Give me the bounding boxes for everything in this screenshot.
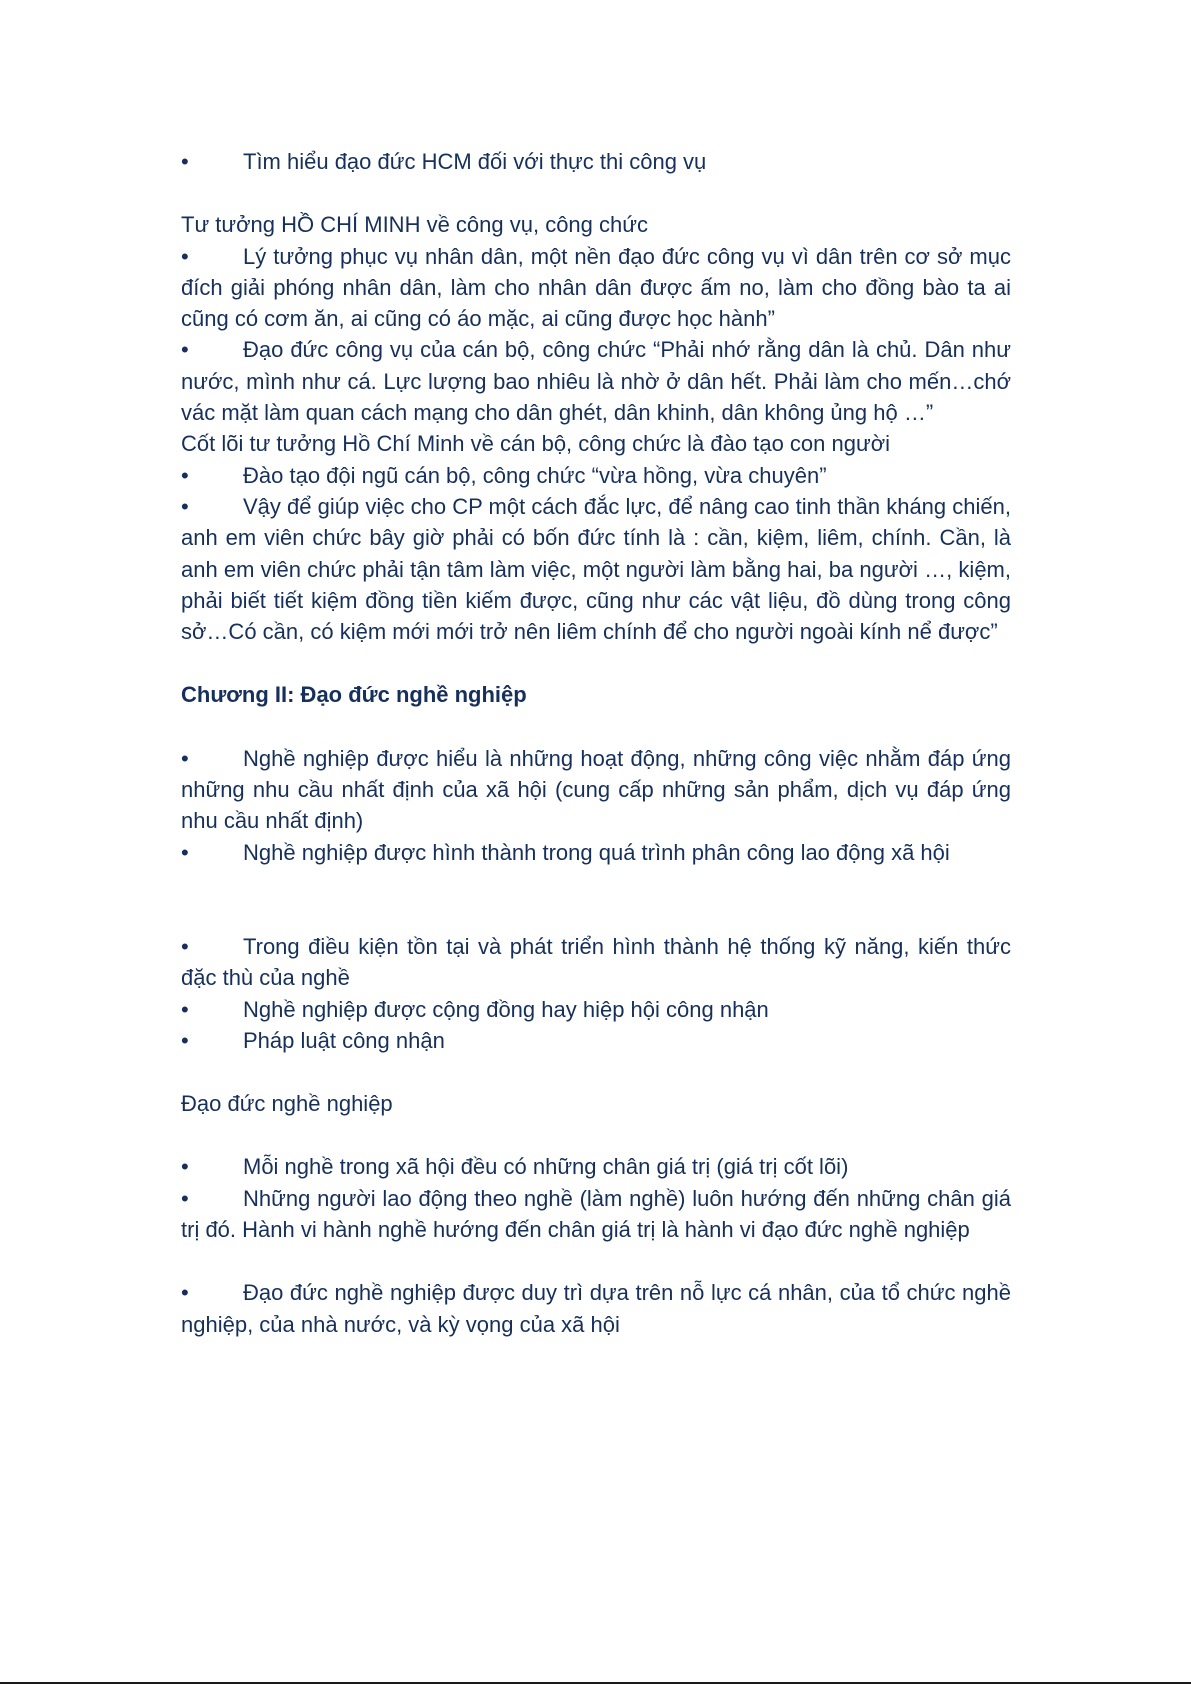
spacer: [181, 1119, 1011, 1151]
list-item-text: Những người lao động theo nghề (làm nghề) luôn hướng đến những chân giá trị đó. Hành vi hành nghề hướng đến chân giá trị là hành vi đạo đức nghề nghiệp: [181, 1185, 1011, 1243]
list-item-text: Tìm hiểu đạo đức HCM đối với thực thi công vụ: [243, 149, 707, 174]
spacer: [181, 1056, 1011, 1088]
list-item: [181, 334, 1011, 428]
bullet-symbol: •: [181, 1280, 189, 1306]
bullet-symbol: •: [181, 462, 189, 488]
section-subtitle: Tư tưởng HỒ CHÍ MINH về công vụ, công chức: [181, 212, 648, 238]
list-item: [181, 931, 1011, 994]
list-item-text: Đào tạo đội ngũ cán bộ, công chức “vừa hồng, vừa chuyên”: [243, 462, 827, 488]
bullet-symbol: •: [181, 933, 189, 959]
spacer: [181, 177, 1011, 209]
list-item-text: Vậy để giúp việc cho CP một cách đắc lực, để nâng cao tinh thần kháng chiến, anh em viên chức bây giờ phải có bốn đức tính là : cần, kiệm, liêm, chính. Cần, là anh em viên chức phải tận tâm làm việc, một người làm bằng hai, ba người …, kiệm, phải biết tiết kiệm đồng tiền kiếm được, cũng như các vật liệu, đồ dùng trong công sở…Có cần, có kiệm mới mới trở nên liêm chính để cho người ngoài kính nể được”: [181, 493, 1011, 645]
list-item-text: Nghề nghiệp được hình thành trong quá trình phân công lao động xã hội: [243, 839, 950, 865]
bullet-symbol: •: [181, 996, 189, 1022]
list-item: [181, 460, 1011, 491]
bullet-symbol: •: [181, 839, 189, 865]
bullet-symbol: •: [181, 1185, 189, 1211]
document-body: [181, 146, 1011, 1340]
list-item-text: Lý tưởng phục vụ nhân dân, một nền đạo đức công vụ vì dân trên cơ sở mục đích giải phóng nhân dân, làm cho nhân dân được ấm no, làm cho đồng bào ta ai cũng có cơm ăn, ai cũng có áo mặc, ai cũng được học hành”: [181, 243, 1011, 332]
list-item-text: Đạo đức công vụ của cán bộ, công chức “Phải nhớ rằng dân là chủ. Dân như nước, mình như cá. Lực lượng bao nhiêu là nhờ ở dân hết. Phải làm cho mến…chớ vác mặt làm quan cách mạng cho dân ghét, dân khinh, dân không ủng hộ …”: [181, 337, 1011, 426]
spacer: [181, 868, 1011, 931]
list-item-text: Đạo đức nghề nghiệp được duy trì dựa trên nỗ lực cá nhân, của tổ chức nghề nghiệp, của nhà nước, và kỳ vọng của xã hội: [181, 1280, 1011, 1337]
list-item: [181, 1151, 1011, 1182]
page-bottom-rule: [0, 1682, 1191, 1684]
bullet-symbol: •: [181, 1154, 189, 1180]
list-item: [181, 1025, 1011, 1056]
spacer: [181, 711, 1011, 743]
bullet-symbol: •: [181, 493, 189, 519]
spacer: [181, 1245, 1011, 1277]
list-item: [181, 994, 1011, 1025]
list-item: [181, 146, 1011, 177]
list-item-text: Mỗi nghề trong xã hội đều có những chân giá trị (giá trị cốt lõi): [243, 1154, 849, 1180]
list-item: [181, 1183, 1011, 1246]
spacer: [181, 647, 1011, 679]
list-item: [181, 491, 1011, 647]
list-item: [181, 743, 1011, 837]
list-item: [181, 1277, 1011, 1340]
core-statement: Cốt lõi tư tưởng Hồ Chí Minh về cán bộ, công chức là đào tạo con người: [181, 431, 891, 457]
list-item: [181, 837, 1011, 868]
bullet-symbol: •: [181, 149, 189, 174]
list-item-text: Trong điều kiện tồn tại và phát triển hình thành hệ thống kỹ năng, kiến thức đặc thù của nghề: [181, 933, 1011, 991]
section-subheading: Đạo đức nghề nghiệp: [181, 1091, 393, 1117]
list-item: [181, 241, 1011, 335]
bullet-symbol: •: [181, 745, 189, 771]
bullet-symbol: •: [181, 1027, 189, 1053]
list-item-text: Nghề nghiệp được hiểu là những hoạt động, những công việc nhằm đáp ứng những nhu cầu nhất định của xã hội (cung cấp những sản phẩm, dịch vụ đáp ứng nhu cầu nhất định): [181, 745, 1011, 834]
list-item-text: Pháp luật công nhận: [243, 1027, 445, 1053]
chapter-heading: Chương II: Đạo đức nghề nghiệp: [181, 682, 527, 708]
list-item-text: Nghề nghiệp được cộng đồng hay hiệp hội công nhận: [243, 996, 769, 1022]
bullet-symbol: •: [181, 243, 189, 269]
bullet-symbol: •: [181, 337, 189, 363]
